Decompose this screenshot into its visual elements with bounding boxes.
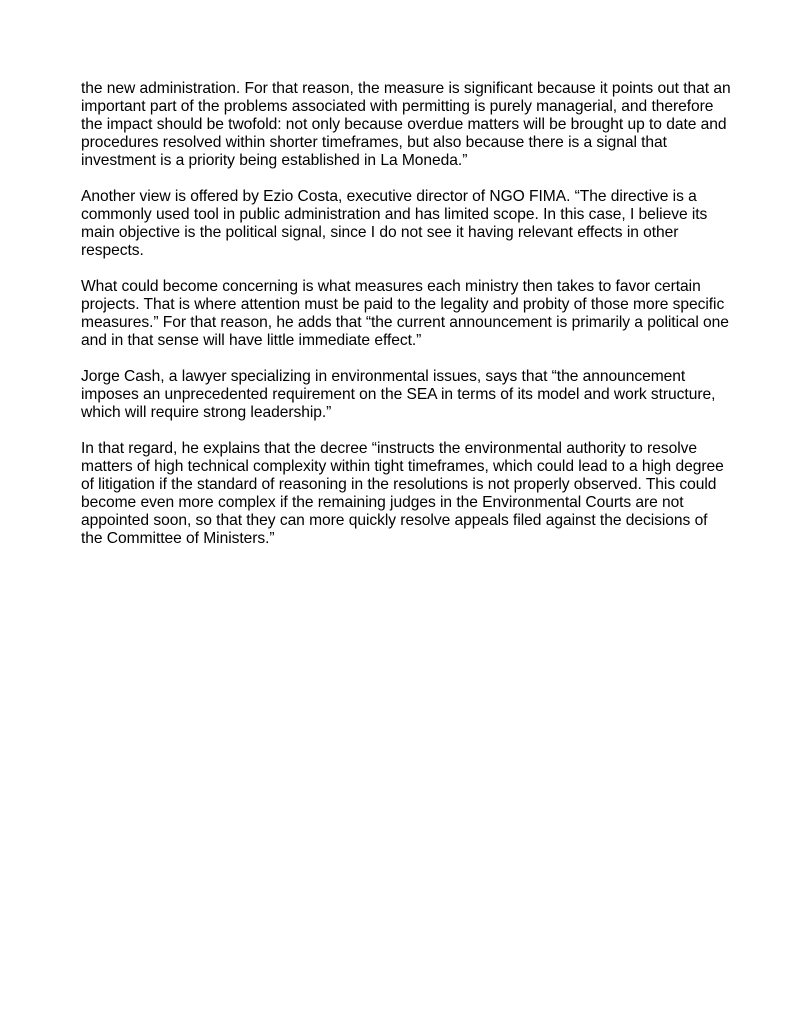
paragraph-3: What could become concerning is what measures each ministry then takes to favor certain projects. That is where attention must be paid to the legality and probity of those more specific measures.” For that reason, he adds that “the current announcement is primarily a political one and in that sense will have little immediate effect.” xyxy=(81,278,729,349)
paragraph-1: the new administration. For that reason, the measure is significant because it points out that an important part of the problems associated with permitting is purely managerial, and therefore the impact should be twofold: not only because overdue matters will be brought up to date and procedures resolved within shorter timeframes, but also because there is a signal that investment is a priority being established in La Moneda.” xyxy=(81,80,731,169)
paragraph-2: Another view is offered by Ezio Costa, executive director of NGO FIMA. “The directive is a commonly used tool in public administration and has limited scope. In this case, I believe its main objective is the political signal, since I do not see it having relevant effects in other respects. xyxy=(81,188,708,259)
document-body xyxy=(81,80,731,548)
paragraph-5: In that regard, he explains that the decree “instructs the environmental authority to resolve matters of high technical complexity within tight timeframes, which could lead to a high degree of litigation if the standard of reasoning in the resolutions is not properly observed. This could become even more complex if the remaining judges in the Environmental Courts are not appointed soon, so that they can more quickly resolve appeals filed against the decisions of the Committee of Ministers.” xyxy=(81,440,724,547)
paragraph-4: Jorge Cash, a lawyer specializing in environmental issues, says that “the announcement imposes an unprecedented requirement on the SEA in terms of its model and work structure, which will require strong leadership.” xyxy=(81,368,716,421)
